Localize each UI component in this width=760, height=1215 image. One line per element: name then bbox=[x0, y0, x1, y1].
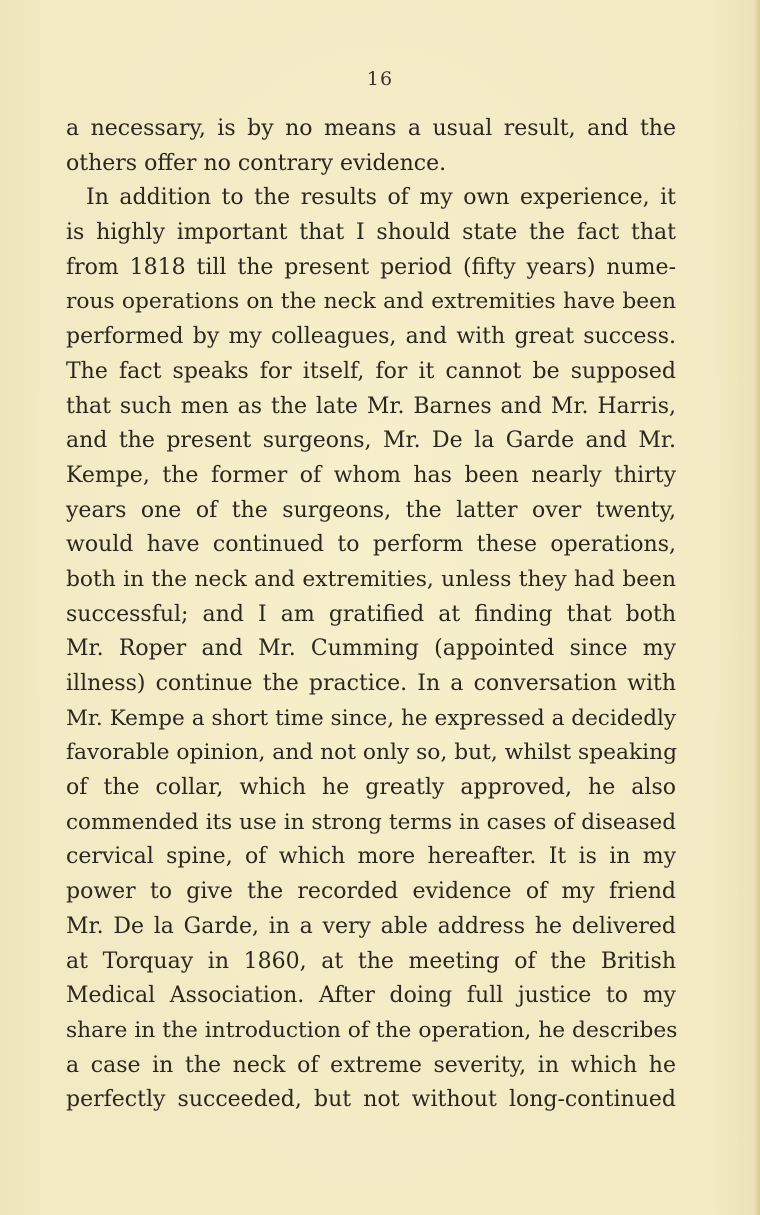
text-line: is highly important that I should state the fact that bbox=[66, 220, 676, 246]
text-line: power to give the recorded evidence of my friend bbox=[66, 879, 676, 905]
text-line: and the present surgeons, Mr. De la Garde and Mr. bbox=[66, 428, 676, 454]
text-line: The fact speaks for itself, for it cannot be supposed bbox=[66, 358, 676, 384]
text-line: a case in the neck of extreme severity, in which he bbox=[66, 1052, 676, 1078]
text-line: performed by my colleagues, and with great success. bbox=[66, 324, 676, 350]
text-line: of the collar, which he greatly approved, he also bbox=[66, 775, 676, 801]
text-line: Mr. De la Garde, in a very able address he delivered bbox=[66, 913, 676, 939]
text-line: others offer no contrary evidence. bbox=[66, 150, 447, 176]
text-line: Kempe, the former of whom has been nearly thirty bbox=[66, 462, 676, 488]
text-line: illness) continue the practice. In a conversation with bbox=[66, 671, 676, 696]
text-line: Mr. Roper and Mr. Cumming (appointed since my bbox=[66, 636, 676, 662]
text-line: Mr. Kempe a short time since, he expressed a decidedly bbox=[66, 705, 676, 731]
text-line: cervical spine, of which more hereafter. It is in my bbox=[66, 844, 676, 870]
text-line: would have continued to perform these operations, bbox=[66, 532, 676, 558]
text-line: Medical Association. After doing full justice to my bbox=[66, 983, 676, 1009]
text-line: perfectly succeeded, but not without long-continued bbox=[66, 1087, 676, 1113]
text-line: that such men as the late Mr. Barnes and Mr. Harris, bbox=[66, 393, 676, 419]
text-line: In addition to the results of my own experience, it bbox=[86, 185, 676, 211]
text-line: years one of the surgeons, the latter over twenty, bbox=[66, 497, 676, 523]
text-line: both in the neck and extremities, unless they had been bbox=[66, 566, 676, 592]
page-number: 16 bbox=[366, 68, 394, 90]
text-line: at Torquay in 1860, at the meeting of the British bbox=[66, 948, 676, 974]
text-line: successful; and I am gratified at finding that both bbox=[66, 601, 676, 627]
page-edge-shadow bbox=[754, 0, 760, 1215]
text-line: commended its use in strong terms in cases of diseased bbox=[66, 809, 676, 835]
text-line: a necessary, is by no means a usual result, and the bbox=[66, 116, 676, 141]
text-line: share in the introduction of the operation, he describes bbox=[66, 1017, 678, 1043]
text-line: favorable opinion, and not only so, but, whilst speaking bbox=[66, 740, 678, 766]
body-text bbox=[66, 112, 676, 1118]
text-line: rous operations on the neck and extremities have been bbox=[66, 289, 676, 315]
text-line: from 1818 till the present period (fifty years) nume- bbox=[66, 254, 676, 280]
